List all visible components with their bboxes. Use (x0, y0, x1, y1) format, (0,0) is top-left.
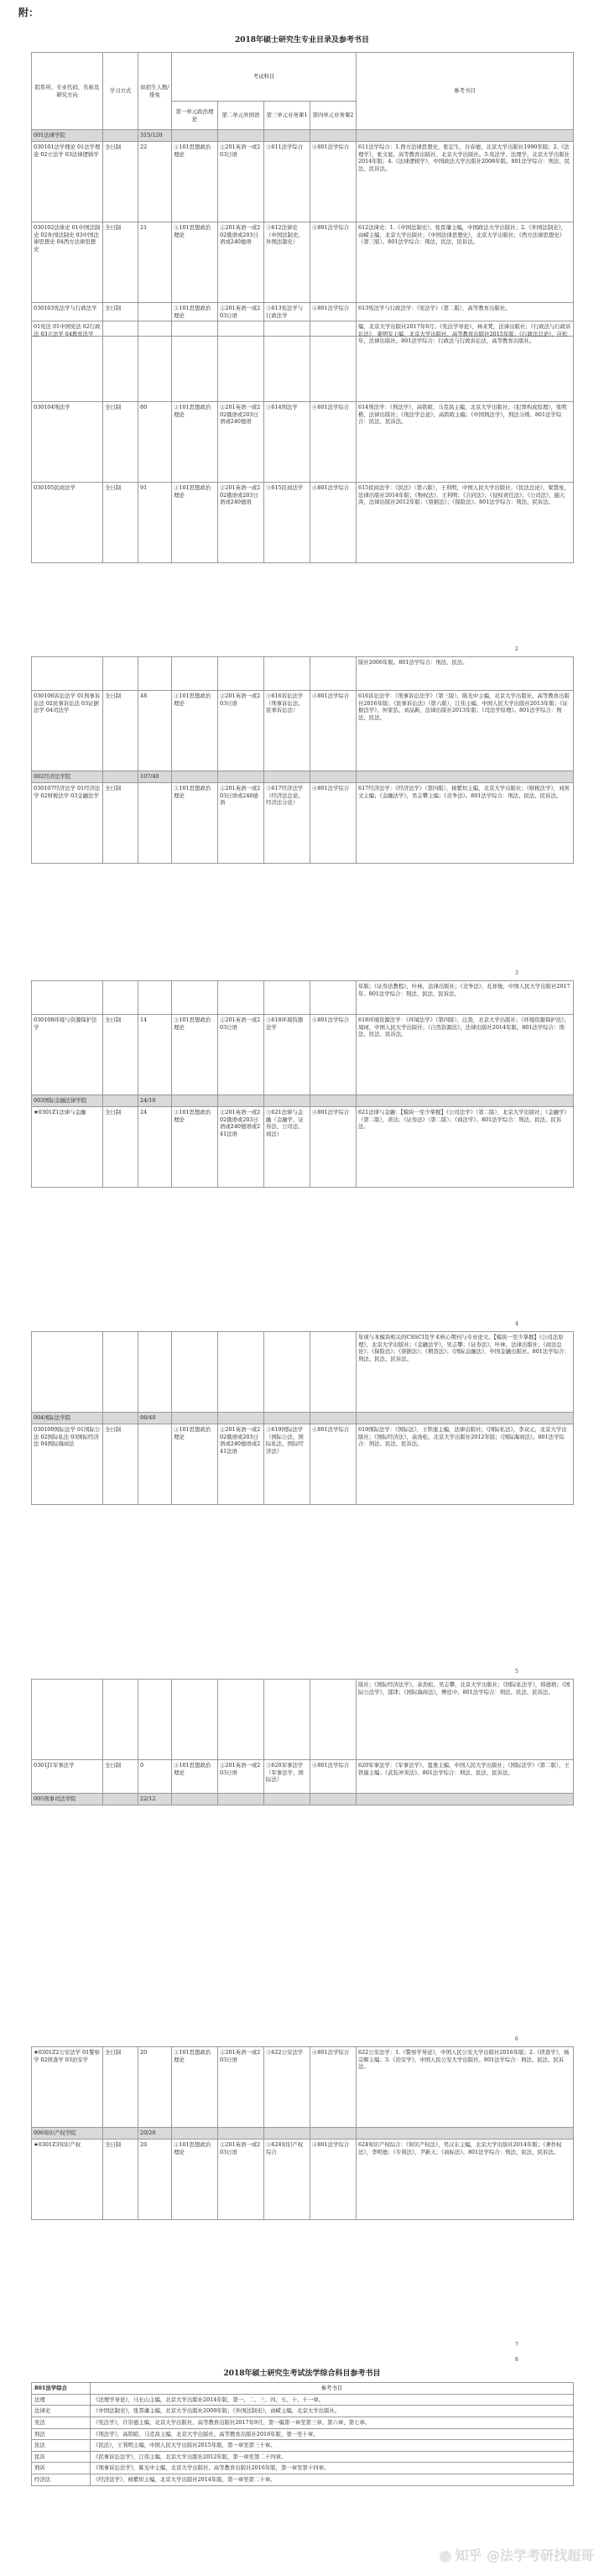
page-number: 5 (515, 1669, 518, 1675)
cell-ref: 618环境资源法学：《环境法学》（第四版），汪劲，北京大学出版社；《环境资源保护法》，周珂，中国人民大学出版社；《自然资源法》，法律出版社2014年版。801法学综合：刑法、民法、民诉法。 (357, 1015, 574, 1095)
reference-row (32, 2406, 574, 2417)
cell-s4: ④801法学综合 (310, 222, 357, 303)
reference-table (31, 2382, 574, 2486)
cell-s2 (218, 1095, 264, 1107)
cell-s2: ②201英语一或203日语 (218, 1760, 264, 1794)
cell-mode (103, 1095, 138, 1107)
cell-ref (357, 1095, 574, 1107)
cell-mode: 全日制 (103, 1760, 138, 1794)
cell-s3 (264, 1680, 310, 1760)
cell-s1 (172, 1680, 218, 1760)
cell-s4 (310, 981, 357, 1015)
ref-cell-subject: 法理 (32, 2394, 91, 2406)
cell-plan (138, 981, 172, 1015)
cell-s3: ③619国际法学（国际公法、国际私法、国际经济法） (264, 1424, 310, 1505)
cell-ref: 617经济法学：《经济法学》（第四版），杨紫烜主编，北京大学出版社；《财税法学》，刘剑文主编；《金融法学》，吴志攀主编；《竞争法》。801法学综合：刑法、民法、民诉法。 (357, 783, 574, 864)
cell-s1: ①101思想政治理论 (172, 222, 218, 303)
cell-mode: 全日制 (103, 303, 138, 337)
cell-s1 (172, 130, 218, 142)
cell-s4 (310, 130, 357, 142)
table-row (32, 483, 574, 563)
cell-major (32, 981, 103, 1015)
cell-s2 (218, 321, 264, 402)
ref-cell-subject: 刑诉 (32, 2463, 91, 2474)
cell-s3: ③612法律史（中国法制史、外国法制史） (264, 222, 310, 303)
table-row (32, 2047, 574, 2128)
reference-row (32, 2417, 574, 2428)
cell-mode (103, 130, 138, 142)
cell-mode (103, 657, 138, 691)
ref-cell-books: 《法理学导论》，马长山主编，北京大学出版社2014年版，第一、二、三、四、五、十、十一章。 (91, 2394, 574, 2406)
cell-s3 (264, 2128, 310, 2140)
cell-s2: ②201英语一或202俄语或203日语或240德语或241法语 (218, 1107, 264, 1188)
reference-title: 2018年硕士研究生考试法学综合科目参考书目 (223, 2370, 381, 2378)
table-row (32, 222, 574, 303)
page-number: 8 (515, 2357, 518, 2363)
cell-mode: 全日制 (103, 2140, 138, 2220)
cell-s1: ①101思想政治理论 (172, 1015, 218, 1095)
header-exam: 考试科目 (172, 53, 357, 102)
cell-s2 (218, 771, 264, 783)
table-row (32, 1794, 574, 1805)
ref-cell-subject: 民法 (32, 2440, 91, 2452)
table-row (32, 771, 574, 783)
cell-mode: 全日制 (103, 222, 138, 303)
cell-s1: ①101思想政治理论 (172, 2047, 218, 2128)
cell-ref: 619国际法学：《国际法》，王铁崖主编，法律出版社；《国际私法》，李双元，北京大学出版社；《国际经济法》，余劲松，北京大学出版社2012年版；《国际海商法》。801法学综合：刑法、民法、民诉法。 (357, 1424, 574, 1505)
header-s4: 第四单元业务课2 (310, 102, 357, 130)
cell-plan: 22/12 (138, 1794, 172, 1805)
ref-cell-subject: 刑法 (32, 2428, 91, 2440)
cell-mode (103, 1680, 138, 1760)
cell-major: 005刑事司法学院 (32, 1794, 103, 1805)
cell-s1: ①101思想政治理论 (172, 402, 218, 483)
cell-s1 (172, 657, 218, 691)
table-row (32, 1015, 574, 1095)
cell-mode (103, 981, 138, 1015)
cell-s1 (172, 1332, 218, 1413)
ref-cell-subject: 宪法 (32, 2417, 91, 2428)
ref-header-books: 参考书目 (91, 2383, 574, 2395)
cell-plan: 107/40 (138, 771, 172, 783)
table-row (32, 1760, 574, 1794)
cell-major: ★0301Z2公安法学 01警察学 02侦查学 03治安学 (32, 2047, 103, 2128)
cell-plan (138, 657, 172, 691)
table-row (32, 130, 574, 142)
cell-s2 (218, 981, 264, 1015)
ref-header-subject: 801法学综合 (32, 2383, 91, 2395)
cell-s2: ②201英语一或203日语 (218, 1015, 264, 1095)
cell-s4: ④801法学综合 (310, 1015, 357, 1095)
cell-s3: ③617经济法学（经济法总论、经济法分论） (264, 783, 310, 864)
cell-major: 030109国际法学 01国际公法 02国际私法 03国际经济法 04国际海商法 (32, 1424, 103, 1505)
cell-mode (103, 321, 138, 402)
cell-s1 (172, 771, 218, 783)
cell-ref: 613宪法学与行政法学：《宪法学》（第二版），高等教育出版社。 (357, 303, 574, 337)
reference-row (32, 2451, 574, 2463)
cell-s3: ③616诉讼法学（刑事诉讼法、民事诉讼法） (264, 691, 310, 771)
cell-s2: ②201英语一或203日语 (218, 303, 264, 337)
cell-plan: 20 (138, 2047, 172, 2128)
cell-major: 002经济法学院 (32, 771, 103, 783)
catalog-table-page-6 (31, 1679, 574, 1805)
cell-s3 (264, 130, 310, 142)
cell-s4 (310, 1794, 357, 1805)
cell-s4 (310, 1095, 357, 1107)
cell-s4: ④801法学综合 (310, 402, 357, 483)
cell-mode (103, 2128, 138, 2140)
cell-s3: ③622公安法学 (264, 2047, 310, 2128)
cell-plan (138, 1424, 172, 1505)
cell-plan (138, 321, 172, 402)
cell-major: 003国际金融法律学院 (32, 1095, 103, 1107)
cell-ref: 年版；《证券法教程》，叶林，法律出版社；《竞争法》，孔祥俊，中国人民大学出版社2017年。801法学综合：刑法、民法、民诉法。 (357, 981, 574, 1015)
cell-mode: 全日制 (103, 1107, 138, 1188)
catalog-table-page-1 (31, 52, 574, 337)
cell-s4: ④801法学综合 (310, 691, 357, 771)
cell-mode: 全日制 (103, 483, 138, 563)
table-row (32, 1107, 574, 1188)
cell-mode: 全日制 (103, 2047, 138, 2128)
cell-s2 (218, 1413, 264, 1424)
zhihu-logo-icon (440, 2551, 451, 2563)
cell-s2: ②201英语一或202俄语或203日语或240德语 (218, 402, 264, 483)
cell-s2: ②201英语一或202俄语或203日语或240德语或241法语 (218, 1424, 264, 1505)
cell-ref: 621法律与金融：【模块一至少掌握】《公司法学》（第二版），北京大学出版社；《金融学》（第二版），黄达；《证券法》（第二版）；《商法学》。801法学综合：刑法、民法、民诉法。 (357, 1107, 574, 1188)
ref-cell-books: 《刑事诉讼法学》，陈光中主编，北京大学出版社、高等教育出版社2016年版，第一章至第十四章。 (91, 2463, 574, 2474)
cell-ref: 版社2006年版。801法学综合：刑法、民法。 (357, 657, 574, 691)
cell-s3 (264, 1794, 310, 1805)
header-s2: 第二单元外国语 (218, 102, 264, 130)
cell-s1 (172, 1095, 218, 1107)
cell-s1: ①101思想政治理论 (172, 1107, 218, 1188)
catalog-table-page-5 (31, 1331, 574, 1505)
cell-plan: 14 (138, 1015, 172, 1095)
cell-s1: ①101思想政治理论 (172, 783, 218, 864)
page-number: 3 (515, 970, 518, 976)
cell-s1: ①101思想政治理论 (172, 1424, 218, 1505)
cell-ref (357, 130, 574, 142)
cell-s3 (264, 1095, 310, 1107)
table-row (32, 981, 574, 1015)
reference-row (32, 2394, 574, 2406)
cell-s3: ③613宪法学与行政法学 (264, 303, 310, 337)
cell-s2: ②201英语一或203日语 (218, 691, 264, 771)
table-row (32, 1095, 574, 1107)
cell-ref: 614刑法学：《刑法学》，高铭暄、马克昌主编，北京大学出版社；《犯罪构成原理》，张明楷，法律出版社；《刑法学总论》，高铭暄主编；《中国刑法学》，刑法分则。801法学综合：民法、民诉法。 (357, 402, 574, 483)
cell-ref (357, 1794, 574, 1805)
cell-s4: ④801法学综合 (310, 483, 357, 563)
cell-s4: ④801法学综合 (310, 142, 357, 222)
cell-plan: 24 (138, 1107, 172, 1188)
cell-s4 (310, 1332, 357, 1413)
cell-ref: 620军事法学：《军事法学》，夏勇主编，中国人民大学出版社；《国际法学》（第二版），王铁崖主编；《武装冲突法》。801法学综合：刑法、民法、民诉法。 (357, 1760, 574, 1794)
cell-s2 (218, 2128, 264, 2140)
cell-s1: ①101思想政治理论 (172, 142, 218, 222)
cell-ref: 624知识产权综合：《知识产权法》，吴汉东主编，北京大学出版社2014年版；《著作权法》，李明德；《专利法》，尹新天；《商标法》。801法学综合：刑法、民法、民诉法。 (357, 2140, 574, 2220)
cell-plan: 98/40 (138, 1413, 172, 1424)
cell-s3 (264, 657, 310, 691)
cell-plan: 0 (138, 1760, 172, 1794)
cell-s1 (172, 1413, 218, 1424)
ref-cell-books: 《宪法学》，许崇德主编，北京大学出版社、高等教育出版社2017年9月，第一编第一章至第三章、第六章、第七章。 (91, 2417, 574, 2428)
cell-major: ★0301Z1法律与金融 (32, 1107, 103, 1188)
cell-s4: ④801法学综合 (310, 2047, 357, 2128)
cell-ref: 版社；《国际经济法学》，余劲松、吴志攀，北京大学出版社；《国际私法学》，韩德培；《国际公法学》，邵津；《国际海商法》，傅廷中。801法学综合：刑法、民法、民诉法。 (357, 1680, 574, 1760)
cell-s2 (218, 1794, 264, 1805)
cell-s1: ①101思想政治理论 (172, 691, 218, 771)
cell-s4: ④801法学综合 (310, 1424, 357, 1505)
cell-major: 030104刑法学 (32, 402, 103, 483)
reference-row (32, 2474, 574, 2486)
watermark-text: 知乎 @法学考研找超哥 (455, 2547, 594, 2563)
cell-major (32, 1332, 103, 1413)
cell-s3: ③621法律与金融（金融学、证券法、公司法、商法） (264, 1107, 310, 1188)
cell-mode (103, 1413, 138, 1424)
cell-s4: ④801法学综合 (310, 1760, 357, 1794)
cell-s4 (310, 1413, 357, 1424)
cell-mode: 全日制 (103, 1015, 138, 1095)
cell-major: 030102法律史 01中国法制史 02外国法制史 03中国法律思想史 04西方法律思想史 (32, 222, 103, 303)
cell-major: 004国际法学院 (32, 1413, 103, 1424)
page-number: 2 (515, 646, 518, 652)
cell-s1: ①101思想政治理论 (172, 303, 218, 337)
cell-s4 (310, 321, 357, 402)
cell-major: 030107经济法学 01经济法学 02财税法学 03金融法学 (32, 783, 103, 864)
cell-major: 001法律学院 (32, 130, 103, 142)
cell-s2: ②201英语一或203日语 (218, 142, 264, 222)
cell-s3 (264, 771, 310, 783)
cell-plan: 21 (138, 222, 172, 303)
catalog-table-page-2 (31, 321, 574, 563)
cell-plan: 20 (138, 2140, 172, 2220)
ref-cell-subject: 民诉 (32, 2451, 91, 2463)
cell-mode: 全日制 (103, 142, 138, 222)
cell-s4 (310, 2128, 357, 2140)
cell-plan: 22 (138, 142, 172, 222)
cell-s4 (310, 657, 357, 691)
cell-mode (103, 1332, 138, 1413)
table-row (32, 1332, 574, 1413)
header-ref: 参考书目 (357, 53, 574, 130)
cell-plan: 315/120 (138, 130, 172, 142)
cell-s2: ②201英语一或203日语 (218, 2047, 264, 2128)
cell-major: 030106诉讼法学 01刑事诉讼法 02民事诉讼法 03证据法学 04司法学 (32, 691, 103, 771)
cell-s2: ②201英语一或203日语或240德语 (218, 783, 264, 864)
cell-major: 0301J1军事法学 (32, 1760, 103, 1794)
cell-s3 (264, 321, 310, 402)
cell-ref (357, 2128, 574, 2140)
cell-s3 (264, 1413, 310, 1424)
table-row (32, 2140, 574, 2220)
cell-s2 (218, 130, 264, 142)
cell-major: 006知识产权学院 (32, 2128, 103, 2140)
cell-plan (138, 783, 172, 864)
cell-major: ★0301Z3知识产权 (32, 2140, 103, 2220)
cell-s3: ③624知识产权综合 (264, 2140, 310, 2220)
cell-s3: ③620军事法学（军事法学、国际法） (264, 1760, 310, 1794)
reference-row (32, 2440, 574, 2452)
cell-mode: 全日制 (103, 1424, 138, 1505)
catalog-table-page-3 (31, 656, 574, 864)
cell-s1 (172, 321, 218, 402)
cell-ref: 615民商法学：《民法》（第六版），王利明，中国人民大学出版社；《民法总论》，梁慧星，法律出版社2014年版；《物权法》，王利明；《合同法》；《侵权责任法》；《公司法》，施天涛，法律出版社2012年版；《票据法》；《保险法》。801法学综合：刑法、民诉法。 (357, 483, 574, 563)
cell-mode: 全日制 (103, 783, 138, 864)
document-title: 2018年硕士研究生专业目录及参考书目 (234, 36, 370, 44)
table-row (32, 1424, 574, 1505)
cell-mode: 全日制 (103, 691, 138, 771)
cell-s4: ④801法学综合 (310, 1107, 357, 1188)
cell-s3: ③611法学综合 (264, 142, 310, 222)
cell-ref: 616诉讼法学：《刑事诉讼法学》（第三版），陈光中主编，北京大学出版社、高等教育出版社2016年版；《民事诉讼法》（第六版），江伟主编，中国人民大学出版社2013年版；《证据法学》，何家弘、刘品新，法律出版社2013年版；《司法学原理》。801法学综合：刑法、民法。 (357, 691, 574, 771)
cell-major (32, 1680, 103, 1760)
cell-s2 (218, 657, 264, 691)
cell-s3: ③618环境资源法学 (264, 1015, 310, 1095)
reference-row (32, 2428, 574, 2440)
header-mode: 学习方式 (103, 53, 138, 130)
cell-s1: ①101思想政治理论 (172, 2140, 218, 2220)
cell-s3: ③614刑法学 (264, 402, 310, 483)
cell-s3 (264, 1332, 310, 1413)
table-row (32, 657, 574, 691)
reference-row (32, 2463, 574, 2474)
cell-s4: ④801法学综合 (310, 783, 357, 864)
header-s1: 第一单元政治理论 (172, 102, 218, 130)
cell-major: 01宪法 01中国宪法 02行政法 03立法学 04教育法学 (32, 321, 103, 402)
page-number: 7 (515, 2342, 518, 2348)
cell-plan (138, 1680, 172, 1760)
cell-s1: ①101思想政治理论 (172, 1760, 218, 1794)
cell-mode (103, 1794, 138, 1805)
cell-s4 (310, 1680, 357, 1760)
cell-s1: ①101思想政治理论 (172, 483, 218, 563)
watermark (440, 2545, 594, 2564)
cell-major: 030105民商法学 (32, 483, 103, 563)
table-row (32, 1413, 574, 1424)
table-row (32, 321, 574, 402)
cell-s2: ②201英语一或203日语 (218, 2140, 264, 2220)
cell-s4 (310, 771, 357, 783)
cell-s2: ②201英语一或202俄语或203日语或240德语 (218, 222, 264, 303)
table-row (32, 691, 574, 771)
cell-s2 (218, 1680, 264, 1760)
cell-ref: 611法学综合：1.西方法律思想史，张宏生、谷春德，北京大学出版社1990年版；2.《法理学》，张文显，高等教育出版社、北京大学出版社。3.宪法学、法理学，北京大学出版社2014年版；4.《法律逻辑学》，中国政法大学出版社2008年版。801法学综合：刑法、民法、民诉法。 (357, 142, 574, 222)
cell-mode: 全日制 (103, 402, 138, 483)
cell-major (32, 657, 103, 691)
table-row (32, 142, 574, 222)
cell-ref: 612法律史：1.《中国法制史》，张晋藩主编，中国政法大学出版社；2.《外国法制史》，由嵘主编，北京大学出版社；《中国法律思想史》，北京大学出版社；《西方法律思想史》（第三版）。801法学综合：刑法、民法、民诉法。 (357, 222, 574, 303)
ref-cell-books: 《经济法学》，杨紫烜主编，北京大学出版社2014年版，第一章至第二十章。 (91, 2474, 574, 2486)
cell-s4: ④801法学综合 (310, 2140, 357, 2220)
ref-cell-subject: 经济法 (32, 2474, 91, 2486)
ref-cell-books: 《中国法制史》，张晋藩主编，北京大学出版社2009年版；《外国法制史》，由嵘主编，北京大学出版社。 (91, 2406, 574, 2417)
table-row (32, 2128, 574, 2140)
cell-s1 (172, 1794, 218, 1805)
cell-s1 (172, 981, 218, 1015)
cell-ref: 编，北京大学出版社2017年9月；《宪法学导论》，林来梵，法律出版社；《行政法与行政诉讼法》，姜明安主编，北京大学出版社、高等教育出版社2015年版；《行政法总论》，应松年，法律出版社。801法学综合：行政法与行政诉讼法，高等教育出版社。 (357, 321, 574, 402)
cell-plan: 24/10 (138, 1095, 172, 1107)
cell-plan: 20/20 (138, 2128, 172, 2140)
header-plan: 拟招生人数/推免 (138, 53, 172, 130)
ref-cell-books: 《民法》，王利明主编，中国人民大学出版社2015年版，第一章至第三十章。 (91, 2440, 574, 2452)
header-s3: 第三单元业务课1 (264, 102, 310, 130)
cell-s1 (172, 2128, 218, 2140)
catalog-table-page-4 (31, 980, 574, 1188)
cell-major: 030108环境与资源保护法学 (32, 1015, 103, 1095)
cell-plan: 91 (138, 483, 172, 563)
catalog-table-page-7 (31, 2046, 574, 2220)
ref-cell-books: 《民事诉讼法学》，江伟主编，北京大学出版社2012年版，第一章至第二十四章。 (91, 2451, 574, 2463)
table-row (32, 1680, 574, 1760)
table-row (32, 402, 574, 483)
cell-plan: 48 (138, 691, 172, 771)
cell-s2: ②201英语一或202俄语或203日语或240德语 (218, 483, 264, 563)
annex-label: 附： (18, 7, 39, 18)
cell-major: 030103宪法学与行政法学 (32, 303, 103, 337)
cell-ref (357, 771, 574, 783)
page-number: 6 (515, 2036, 518, 2042)
cell-plan (138, 1332, 172, 1413)
table-row (32, 783, 574, 864)
cell-major: 030101法学理论 01法学理论 02立法学 03法律逻辑学 (32, 142, 103, 222)
cell-ref: 年或与本模块相关的CSSCI及学术核心期刊与专业论文。【模块一至少掌握】《公司法原理》，北京大学出版社；《金融法学》，吴志攀；《证券法》，叶林，法律出版社；《商法总论》；《保险法》；《票据法》；《期货法》；《国际金融法》，中国金融出版社。801法学综合：刑法、民法、民诉法。 (357, 1332, 574, 1413)
cell-s3: ③615民商法学 (264, 483, 310, 563)
ref-cell-subject: 法律史 (32, 2406, 91, 2417)
page-number: 4 (515, 1321, 518, 1327)
cell-s2 (218, 1332, 264, 1413)
cell-mode (103, 771, 138, 783)
cell-ref (357, 1413, 574, 1424)
header-major: 院系所、专业代码、名称及研究方向 (32, 53, 103, 130)
cell-ref: 622公安法学：1.《警察学导论》，中国人民公安大学出版社2016年版；2.《侦查学》，杨宗辉主编；3.《治安学》，中国人民公安大学出版社。801法学综合：刑法、民法、民诉法。 (357, 2047, 574, 2128)
ref-cell-books: 《刑法学》，高铭暄、马克昌主编，北京大学出版社、高等教育出版社2016年版，第一至十章。 (91, 2428, 574, 2440)
cell-s4: ④801法学综合 (310, 303, 357, 337)
cell-s3 (264, 981, 310, 1015)
cell-plan: 80 (138, 402, 172, 483)
